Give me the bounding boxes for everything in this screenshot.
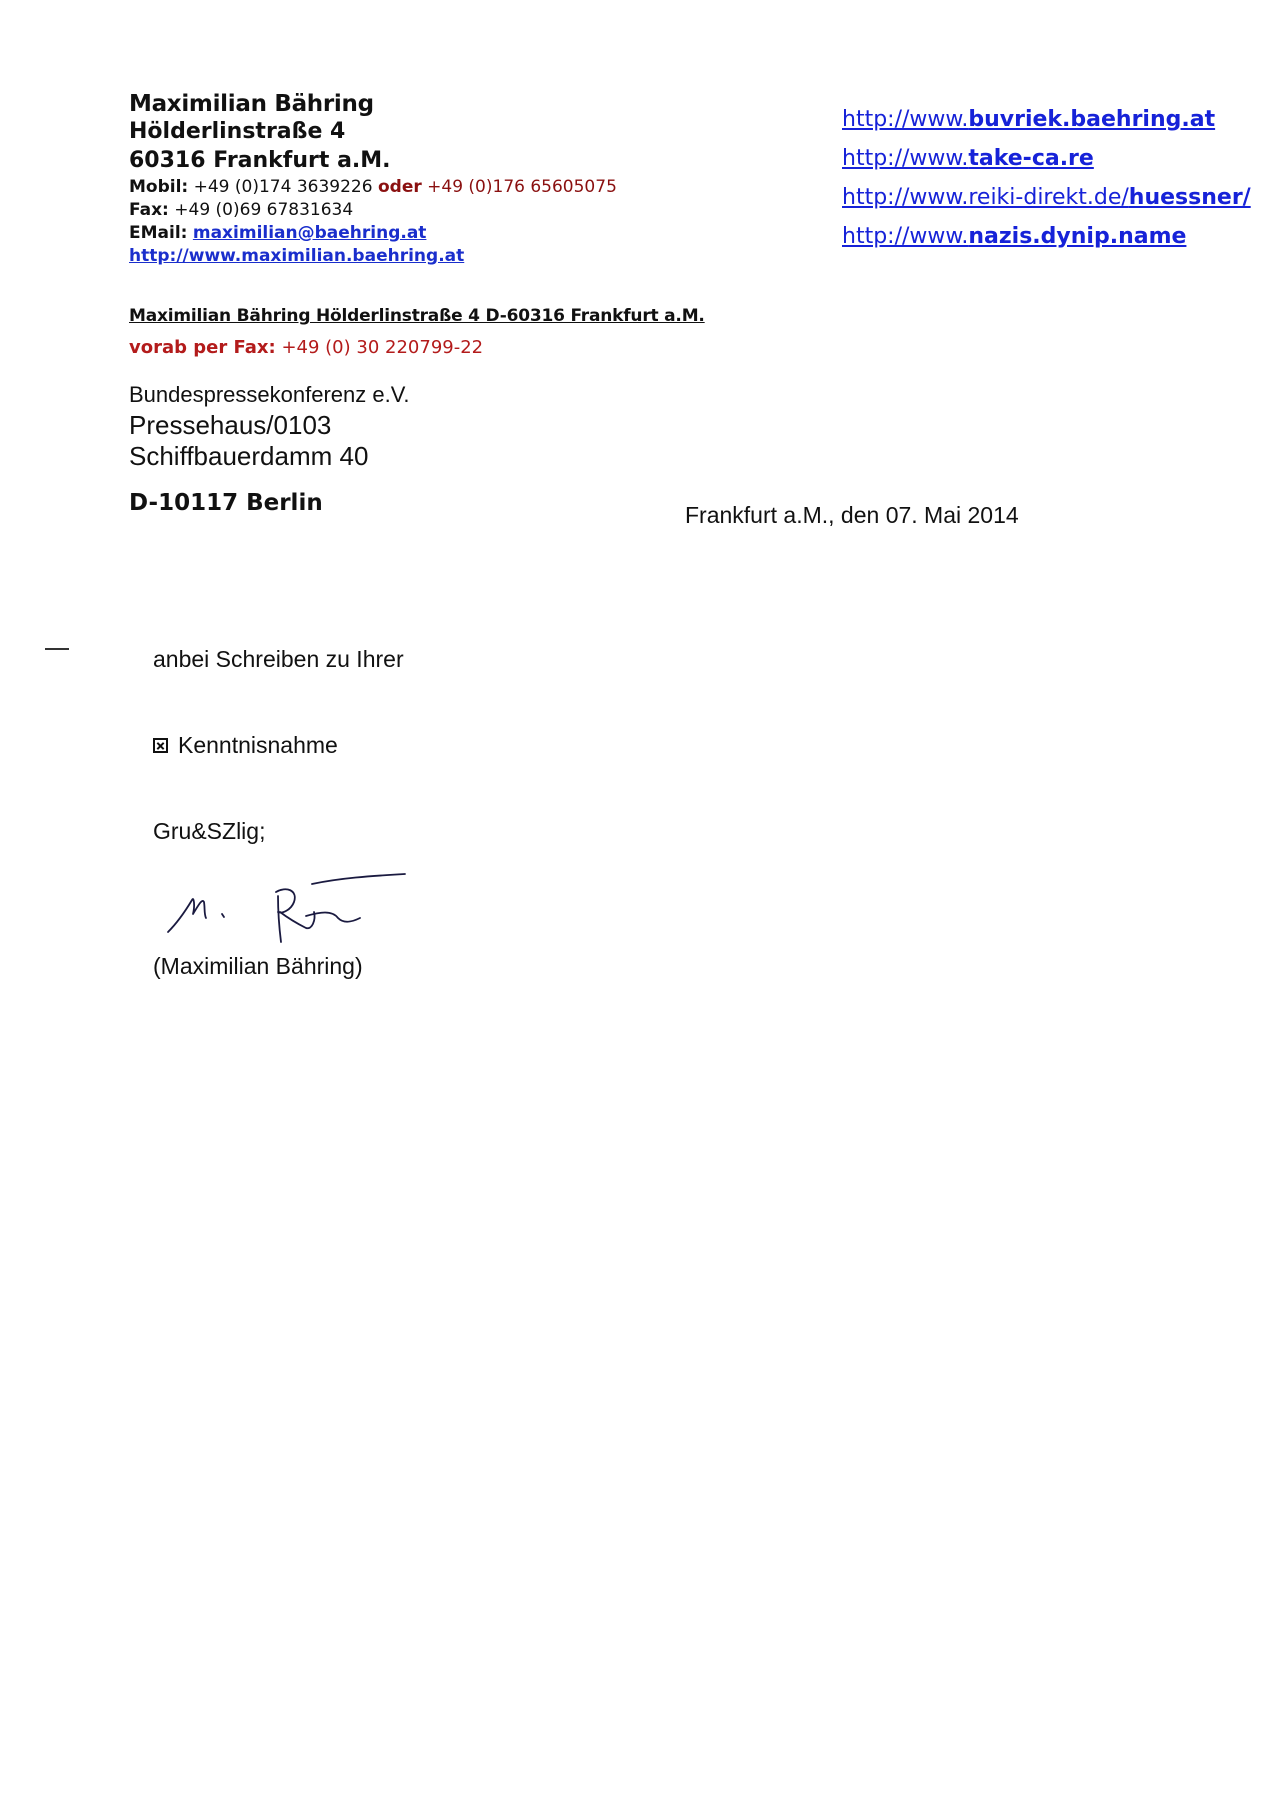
enclosure-text: anbei Schreiben zu Ihrer (153, 646, 404, 672)
link-nazis-dynip[interactable]: http://www.nazis.dynip.name (842, 224, 1187, 249)
fax-number: +49 (0)69 67831634 (174, 200, 354, 220)
mobile-number-2: +49 (0)176 65605075 (427, 177, 617, 197)
checkbox-label: Kenntnisnahme (178, 732, 338, 758)
checkbox-row (153, 732, 338, 759)
sender-block (129, 90, 617, 268)
advance-fax-number: +49 (0) 30 220799-22 (281, 337, 484, 358)
recipient-organisation: Bundespressekonferenz e.V. (129, 382, 410, 407)
greeting: Gru&SZlig; (153, 818, 266, 844)
mobile-label: Mobil: (129, 177, 189, 197)
sender-website-line (129, 245, 617, 268)
advance-fax-label: vorab per Fax: (129, 337, 276, 358)
email-link[interactable]: maximilian@baehring.at (192, 223, 427, 243)
fax-label: Fax: (129, 200, 169, 220)
handwritten-signature (160, 862, 410, 952)
sender-mobile-line (129, 176, 617, 199)
website-link[interactable]: http://www.maximilian.baehring.at (129, 246, 465, 266)
sender-email-line (129, 222, 617, 245)
link-take-care[interactable]: http://www.take-ca.re (842, 146, 1094, 171)
link-buvriek[interactable]: http://www.buvriek.baehring.at (842, 107, 1216, 132)
link-list (842, 100, 1251, 256)
recipient-block (129, 380, 410, 472)
recipient-building: Pressehaus/0103 (129, 410, 332, 440)
signed-name: (Maximilian Bähring) (153, 953, 363, 979)
fold-mark (45, 648, 69, 650)
or-label: oder (377, 177, 422, 197)
email-label: EMail: (129, 223, 188, 243)
sender-street: Hölderlinstraße 4 (129, 119, 346, 144)
letter-date: Frankfurt a.M., den 07. Mai 2014 (685, 502, 1019, 528)
recipient-zip-city: D-10117 Berlin (129, 490, 323, 516)
link-reiki[interactable]: http://www.reiki-direkt.de/huessner/ (842, 185, 1251, 210)
mobile-number-1: +49 (0)174 3639226 (193, 177, 373, 197)
sender-name: Maximilian Bähring (129, 91, 374, 117)
advance-fax-line (129, 337, 483, 358)
checked-box-icon[interactable] (153, 738, 168, 753)
sender-city: 60316 Frankfurt a.M. (129, 148, 391, 173)
recipient-street: Schiffbauerdamm 40 (129, 441, 369, 471)
return-address: Maximilian Bähring Hölderlinstraße 4 D-60316 Frankfurt a.M. (129, 306, 705, 326)
sender-fax-line (129, 199, 617, 222)
